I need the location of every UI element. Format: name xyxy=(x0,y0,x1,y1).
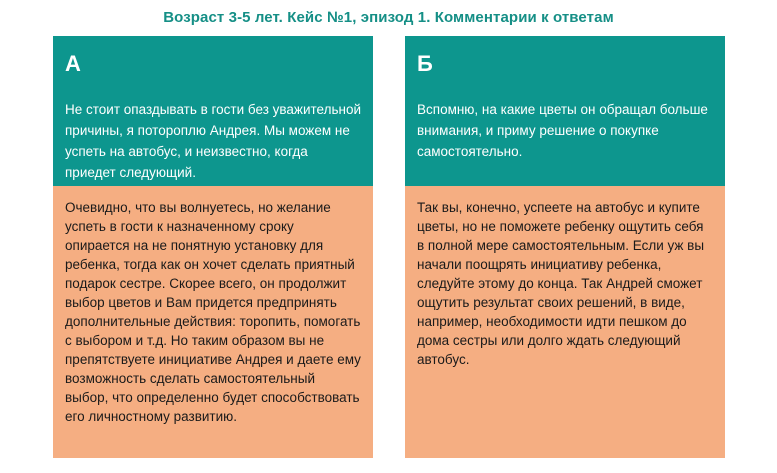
answer-header-b xyxy=(405,36,725,186)
comment-text-a: Очевидно, что вы волнуетесь, но желание успеть в гости к назначенному сроку опирается на не понятную установку для ребенка, тогда как он хочет сделать приятный подарок сестре. Скорее всего, он продолжит выбор цветов и Вам придется предпринять дополнительные действия: торопить, помогать с выбором и т.д. Но таким образом вы не препятствуете инициативе Андрея и даете ему возможность сделать самостоятельный выбор, что определенно будет способствовать его личностному развитию. xyxy=(53,186,373,458)
page-title: Возраст 3-5 лет. Кейс №1, эпизод 1. Комментарии к ответам xyxy=(163,9,614,26)
comment-text-b: Так вы, конечно, успеете на автобус и купите цветы, но не поможете ребенку ощутить себя в полной мере самостоятельным. Если уж вы начали поощрять инициативу ребенка, следуйте этому до конца. Так Андрей сможет ощутить результат своих решений, в виде, например, необходимости идти пешком до дома сестры или долго ждать следующий автобус. xyxy=(405,186,725,458)
answer-card-a xyxy=(53,36,373,458)
answer-card-b xyxy=(405,36,725,458)
answer-text-a: Не стоит опаздывать в гости без уважительной причины, я потороплю Андрея. Мы можем не успеть на автобус, и неизвестно, когда приедет следующий. xyxy=(65,102,361,180)
answer-header-a xyxy=(53,36,373,186)
answer-text-b: Вспомню, на какие цветы он обращал больше внимания, и приму решение о покупке самостоятельно. xyxy=(417,102,708,159)
answer-letter-a: А xyxy=(65,51,81,76)
answer-letter-b: Б xyxy=(417,51,433,76)
